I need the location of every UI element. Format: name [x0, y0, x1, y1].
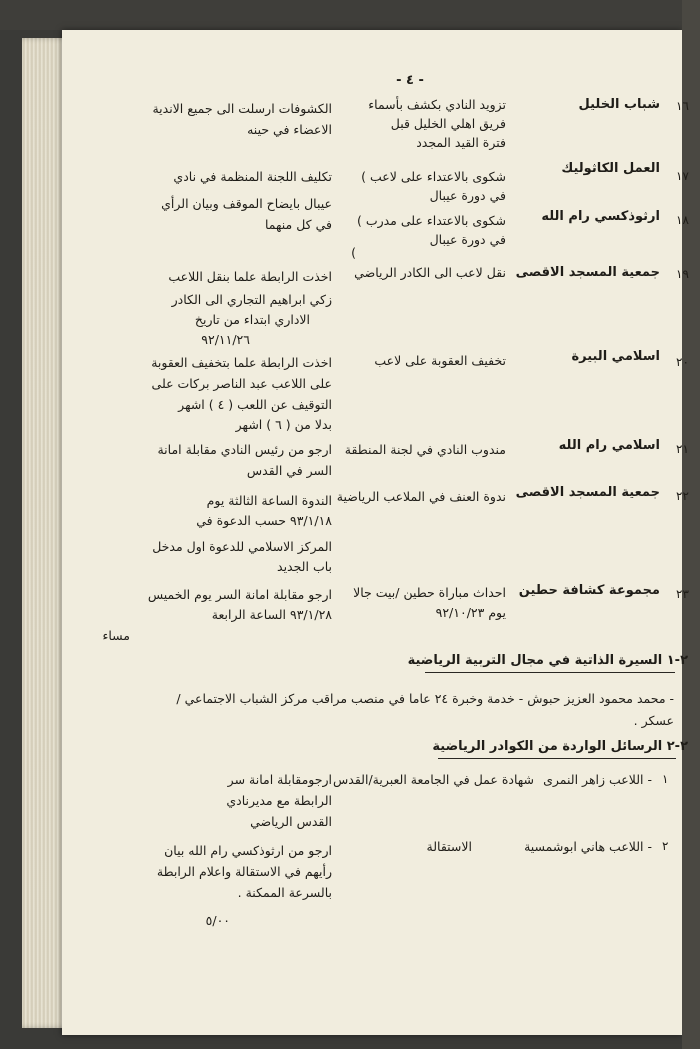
row-number: ١٨	[676, 213, 689, 227]
letter-sender: - اللاعب زاهر النمرى	[543, 772, 652, 787]
row-action: ٩٣/١/١٨ حسب الدعوة في	[196, 513, 332, 528]
row-action: اخذت الرابطة علما بتخفيف العقوبة	[151, 355, 332, 370]
row-action: ٩٢/١١/٢٦	[201, 332, 250, 347]
row-action: الندوة الساعة الثالثة يوم	[206, 493, 332, 508]
row-action: المركز الاسلامي للدعوة اول مدخل	[152, 539, 332, 554]
row-topic: يوم ٩٢/١٠/٢٣	[435, 605, 506, 620]
bio-text: عسكر .	[633, 713, 674, 728]
row-number: ١٧	[676, 169, 689, 183]
section-heading-letters: ٢-٢ الرسائل الواردة من الكوادر الرياضية	[432, 739, 688, 754]
row-topic: )	[351, 245, 356, 260]
row-action: عيبال بايضاح الموقف وبيان الرأي	[161, 196, 332, 211]
letter-action: ارجومقابلة امانة سر	[227, 772, 332, 787]
row-club: جمعية المسجد الاقصى	[515, 485, 660, 500]
row-topic: في دورة عيبال	[429, 232, 506, 247]
bio-text: - محمد محمود العزيز حبوش - خدمة وخبرة ٢٤ عاما في منصب مراقب مركز الشباب الاجتماعي /	[176, 691, 674, 706]
row-topic: شكوى بالاعتداء على مدرب )	[356, 213, 506, 228]
letter-action: ارجو من ارثوذكسي رام الله بيان	[164, 843, 332, 858]
row-club: ارثوذكسي رام الله	[541, 209, 660, 224]
letter-number: ٢	[662, 839, 669, 853]
letter-topic: الاستقالة	[426, 839, 472, 854]
row-number: ٢٣	[676, 587, 689, 601]
background-top	[0, 0, 682, 30]
row-topic: في دورة عيبال	[429, 188, 506, 203]
row-action: باب الجديد	[277, 559, 332, 574]
row-club: جمعية المسجد الاقصى	[515, 265, 660, 280]
row-action: في كل منهما	[264, 217, 332, 232]
heading-underline	[438, 758, 676, 759]
row-club: شباب الخليل	[578, 97, 660, 112]
footer-number: ٥/٠٠	[205, 913, 230, 928]
row-action: الاعضاء في حينه	[247, 122, 332, 137]
letter-number: ١	[662, 772, 669, 786]
letter-sender: - اللاعب هاني ابوشمسية	[524, 839, 652, 854]
row-action: مساء	[102, 628, 130, 643]
letter-action: بالسرعة الممكنة .	[237, 885, 332, 900]
row-action: ارجو من رئيس النادي مقابلة امانة	[157, 442, 332, 457]
section-heading-bio: ٢-١ السيرة الذاتية في مجال التربية الرياضية	[407, 653, 688, 668]
row-action: التوقيف عن اللعب ( ٤ ) اشهر	[178, 397, 332, 412]
row-action: السر في القدس	[246, 463, 332, 478]
page-number: - ٤ -	[396, 73, 424, 88]
row-club: العمل الكاثوليك	[561, 161, 660, 176]
row-action: تكليف اللجنة المنظمة في نادي	[173, 169, 332, 184]
row-action: ٩٣/١/٢٨ الساعة الرابعة	[211, 607, 332, 622]
row-number: ٢٠	[676, 355, 689, 369]
row-topic: نقل لاعب الى الكادر الرياضي	[354, 265, 506, 280]
row-club: اسلامي البيرة	[571, 349, 660, 364]
row-club: اسلامي رام الله	[558, 438, 660, 453]
row-topic: ندوة العنف في الملاعب الرياضية	[336, 489, 506, 504]
row-number: ٢١	[676, 442, 689, 456]
row-topic: تخفيف العقوبة على لاعب	[374, 353, 506, 368]
row-action: على اللاعب عبد الناصر بركات على	[151, 376, 332, 391]
letter-topic: شهادة عمل في الجامعة العبرية/القدس	[333, 772, 534, 787]
row-topic: شكوى بالاعتداء على لاعب )	[361, 169, 506, 184]
letter-action: رأيهم في الاستقالة واعلام الرابطة	[156, 864, 332, 879]
row-action: الكشوفات ارسلت الى جميع الاندية	[152, 101, 332, 116]
row-topic: فريق اهلي الخليل قبل	[390, 116, 506, 131]
row-number: ٢٢	[676, 489, 689, 503]
letter-action: الرابطة مع مديرنادي	[226, 793, 332, 808]
row-topic: احداث مباراة حطين /بيت جالا	[353, 585, 506, 600]
row-action: اخذت الرابطة علما بنقل اللاعب	[168, 269, 332, 284]
row-number: ١٩	[676, 267, 689, 281]
letter-action: القدس الرياضي	[250, 814, 332, 829]
row-club: مجموعة كشافة حطين	[518, 583, 660, 598]
row-action: زكي ابراهيم التجاري الى الكادر	[171, 292, 332, 307]
heading-underline	[425, 672, 675, 673]
row-topic: تزويد النادي بكشف بأسماء	[368, 97, 506, 112]
row-action: الاداري ابتداء من تاريخ	[194, 312, 310, 327]
row-action: بدلا من ( ٦ ) اشهر	[235, 417, 332, 432]
background-right	[682, 0, 700, 1049]
row-topic: مندوب النادي في لجنة المنطقة	[344, 442, 506, 457]
row-topic: فترة القيد المجدد	[416, 135, 506, 150]
row-number: ١٦	[676, 99, 689, 113]
row-action: ارجو مقابلة امانة السر يوم الخميس	[147, 587, 332, 602]
